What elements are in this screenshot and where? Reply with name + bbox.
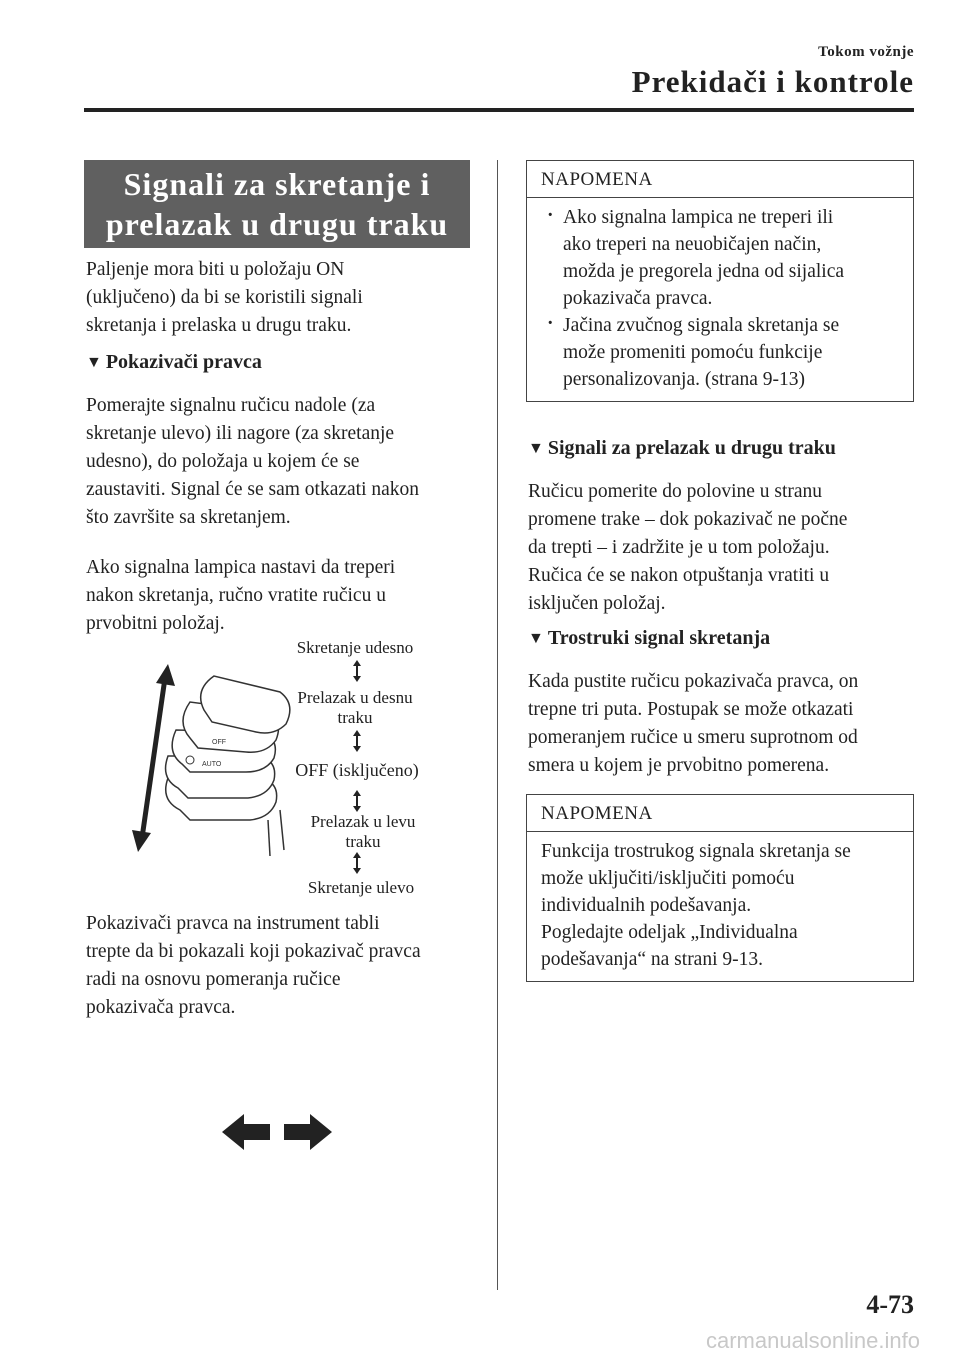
updown-arrow-icon — [352, 660, 362, 687]
note-1-item: · Jačina zvučnog signala skretanja se može promeniti pomoću funkcije personalizovanja. (strana 9-13) — [541, 312, 899, 393]
note-1-heading: NAPOMENA — [527, 161, 913, 198]
updown-arrow-icon — [352, 730, 362, 757]
page-nav — [222, 1112, 332, 1152]
paragraph-manual-return: Ako signalna lampica nastavi da treperi nakon skretanja, ručno vratite ručicu u prvobitni položaj. — [86, 557, 396, 634]
lever-motion-arrow — [142, 678, 165, 838]
header-rule — [84, 108, 914, 112]
paragraph-turn-signals: Pomerajte signalnu ručicu nadole (za skretanje ulevo) ili nagore (za skretanje udesno), do položaja u kojem će se zaustaviti. Signal će se sam otkazati nakon što završite sa skretanjem. — [86, 395, 420, 528]
label-lane-left: Prelazak u levu traku — [310, 812, 416, 851]
switch-mark-auto: AUTO — [202, 761, 222, 768]
prev-page-arrow-icon[interactable] — [222, 1114, 270, 1150]
intro-paragraph: Paljenje mora biti u položaju ON (uključeno) da bi se koristili signali skretanja i prelaska u drugu traku. — [86, 259, 363, 336]
paragraph-triple-signal: Kada pustite ručicu pokazivača pravca, on trepne tri puta. Postupak se može otkazati pomeranjem ručice u smeru suprotnom od smera u kojem je prvobitno pomerena. — [528, 671, 859, 776]
header-title: Prekidači i kontrole — [631, 64, 914, 99]
paragraph-lane-change: Ručicu pomerite do polovine u stranu promene trake – dok pokazivač ne počne da trepti – i zadržite je u tom položaju. Ručica će se nakon otpuštanja vratiti u isključen položaj. — [528, 481, 848, 614]
note-2-heading: NAPOMENA — [527, 795, 913, 832]
note-box-1 — [526, 160, 914, 402]
arrow-up-head — [156, 664, 175, 686]
label-lane-right: Prelazak u desnu traku — [297, 688, 413, 727]
footer-watermark: carmanualsonline.info — [705, 1328, 920, 1353]
section-title-line1: Signali za skretanje i — [123, 166, 431, 202]
heading-lane-change: ▼ Signali za prelazak u drugu traku — [528, 434, 836, 463]
switch-mark-off: OFF — [212, 739, 226, 746]
updown-arrow-icon — [352, 852, 362, 879]
next-page-arrow-icon[interactable] — [284, 1114, 332, 1150]
page-number: 4-73 — [866, 1290, 914, 1319]
heading-turn-signals: ▼ Pokazivači pravca — [86, 348, 262, 377]
arrow-down-head — [132, 830, 151, 852]
triangle-down-icon: ▼ — [528, 630, 544, 647]
label-left-turn: Skretanje ulevo — [307, 878, 415, 897]
triangle-down-icon: ▼ — [86, 354, 102, 371]
label-right-turn: Skretanje udesno — [296, 638, 414, 657]
lever-illustration — [120, 660, 300, 870]
column-divider — [497, 160, 498, 1290]
section-title-box — [84, 160, 470, 248]
note-box-2: NAPOMENA Funkcija trostrukog signala skretanja se može uključiti/isključiti pomoću individualnih podešavanja. Pogledajte odeljak „Individualna podešavanja“ na strani 9-13. — [526, 794, 914, 982]
header-section: Tokom vožnje — [818, 44, 914, 60]
heading-triple-signal: ▼ Trostruki signal skretanja — [528, 624, 770, 653]
label-off: OFF (isključeno) — [295, 760, 419, 780]
note-1-item: · Ako signalna lampica ne treperi ili ako treperi na neuobičajen način, možda je pregorela jedna od sijalica pokazivača pravca. — [541, 204, 899, 312]
paragraph-dashboard: Pokazivači pravca na instrument tabli trepte da bi pokazali koji pokazivač pravca radi na osnovu pomeranja ručice pokazivača pravca. — [86, 913, 421, 1018]
section-title-line2: prelazak u drugu traku — [105, 206, 449, 242]
triangle-down-icon: ▼ — [528, 440, 544, 457]
